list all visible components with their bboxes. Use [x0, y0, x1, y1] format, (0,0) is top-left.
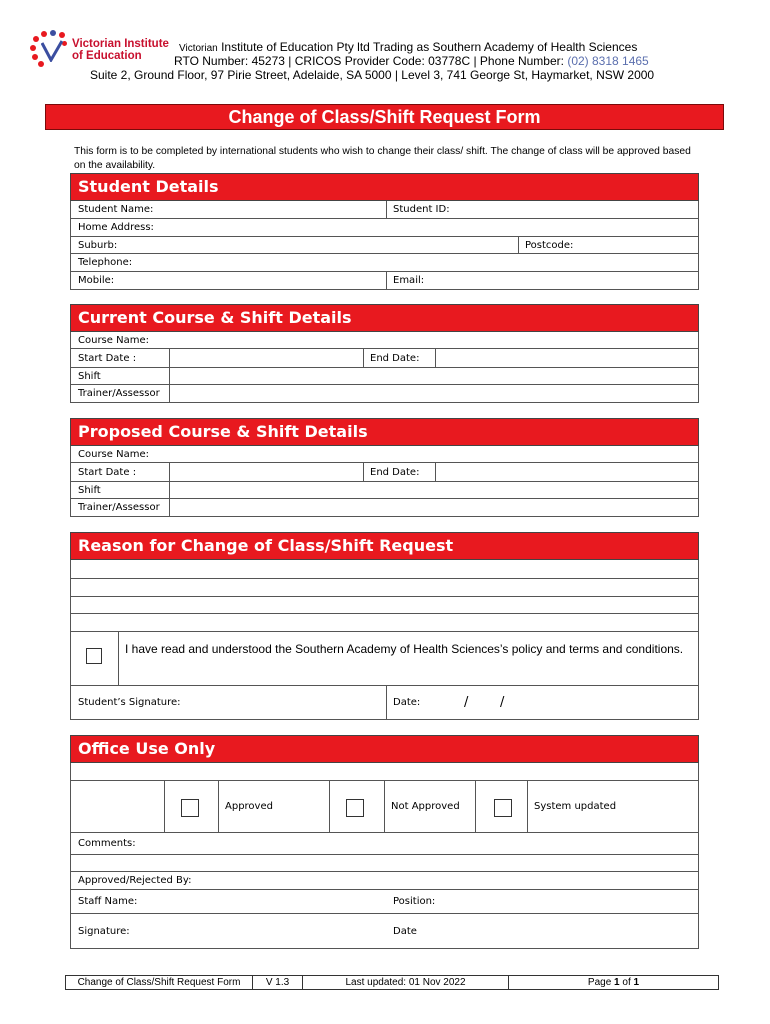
footer-page: [509, 976, 718, 989]
proposed-end-date-input[interactable]: [435, 463, 699, 481]
course-name-label: Course Name:: [78, 448, 149, 460]
institute-logo: [30, 30, 180, 72]
student-id-label: Student ID:: [393, 204, 450, 215]
footer-updated: Last updated: 01 Nov 2022: [303, 976, 509, 989]
logo-dot: [32, 54, 38, 60]
staff-name-field[interactable]: [71, 890, 386, 913]
current-course-name-field[interactable]: [71, 332, 699, 348]
staff-signature-label: Signature:: [78, 925, 130, 937]
shift-label: Shift: [78, 484, 101, 496]
table-row: [71, 686, 698, 720]
comments-line[interactable]: [71, 855, 698, 872]
header-line1: [179, 40, 637, 54]
current-shift-input[interactable]: [169, 368, 699, 384]
proposed-trainer-input[interactable]: [169, 499, 699, 516]
staff-name-label: Staff Name:: [78, 896, 138, 907]
postcode-label: Postcode:: [525, 239, 574, 251]
logo-dot: [59, 32, 65, 38]
table-row: [71, 914, 698, 949]
table-row: [71, 463, 698, 482]
table-row: [71, 272, 698, 290]
end-date-label: End Date:: [370, 466, 420, 478]
position-label: Position:: [393, 896, 436, 907]
suburb-label: Suburb:: [78, 239, 118, 251]
student-date-field[interactable]: [386, 686, 699, 719]
proposed-course-name-field[interactable]: [71, 446, 699, 462]
suburb-field[interactable]: [71, 237, 518, 253]
postcode-field[interactable]: [518, 237, 699, 253]
proposed-shift-input[interactable]: [169, 482, 699, 498]
course-name-label: Course Name:: [78, 334, 149, 346]
table-row: [71, 833, 698, 855]
not-approved-label: Not Approved: [391, 801, 460, 812]
home-address-label: Home Address:: [78, 222, 154, 233]
section-proposed-course: Proposed Course & Shift Details: [70, 418, 699, 446]
table-row: [71, 237, 698, 254]
logo-dot: [30, 45, 36, 51]
proposed-start-date-input[interactable]: [169, 463, 363, 481]
table-row: [71, 890, 698, 914]
declaration-row: [71, 632, 698, 686]
section-student-details: Student Details: [70, 173, 699, 201]
table-row: [71, 201, 698, 219]
date-slash: /: [500, 695, 505, 710]
position-field[interactable]: [386, 890, 699, 913]
page-number: 1: [614, 977, 620, 988]
current-trainer-input[interactable]: [169, 385, 699, 402]
header-line2: [174, 54, 649, 68]
staff-signature-field[interactable]: [71, 914, 386, 948]
shift-label: Shift: [78, 370, 101, 382]
home-address-field[interactable]: [71, 219, 699, 236]
header-line1-prefix: Victorian: [179, 43, 218, 54]
table-row: [71, 872, 698, 890]
email-label: Email:: [393, 275, 425, 286]
student-details-table: [70, 201, 699, 290]
header-phone: (02) 8318 1465: [567, 54, 649, 68]
proposed-course-table: [70, 446, 699, 517]
current-course-table: [70, 332, 699, 403]
student-signature-label: Student’s Signature:: [78, 697, 181, 708]
system-updated-checkbox[interactable]: [494, 799, 512, 817]
logo-v-mark: [41, 40, 63, 62]
table-row: [71, 349, 698, 368]
current-start-date-input[interactable]: [169, 349, 363, 367]
office-status-row: [71, 781, 698, 833]
table-row: [71, 446, 698, 463]
declaration-checkbox[interactable]: [86, 648, 102, 664]
footer-form-name: Change of Class/Shift Request Form: [66, 976, 253, 989]
reason-line[interactable]: [71, 560, 698, 579]
student-signature-field[interactable]: [71, 686, 386, 719]
header-line1-rest: Institute of Education Pty ltd Trading as Southern Academy of Health Sciences: [221, 40, 638, 54]
student-id-field[interactable]: [386, 201, 699, 218]
table-row: [71, 482, 698, 499]
comments-field[interactable]: [71, 833, 699, 854]
end-date-label: End Date:: [370, 352, 420, 364]
not-approved-checkbox[interactable]: [346, 799, 364, 817]
date-label: Date:: [393, 697, 421, 708]
email-field[interactable]: [386, 272, 699, 289]
footer-version: V 1.3: [253, 976, 303, 989]
staff-date-label: Date: [393, 925, 417, 937]
approved-label: Approved: [225, 801, 273, 812]
student-name-label: Student Name:: [78, 204, 154, 215]
student-name-field[interactable]: [71, 201, 386, 218]
logo-text-line1: Victorian Institute: [72, 38, 169, 50]
table-row: [71, 254, 698, 272]
office-table: [70, 763, 699, 949]
trainer-label: Trainer/Assessor: [78, 388, 160, 399]
date-slash: /: [464, 695, 469, 710]
intro-text: This form is to be completed by international students who wish to change their class/ shift. The change of class will be approved based on the availability.: [74, 146, 691, 171]
table-row: [71, 219, 698, 237]
page-of: of: [622, 977, 631, 988]
table-row: [71, 385, 698, 403]
reason-line[interactable]: [71, 614, 698, 632]
logo-dot: [33, 36, 39, 42]
logo-dot: [50, 30, 56, 36]
declaration-text: I have read and understood the Southern Academy of Health Sciences’s policy and terms and conditions.: [125, 642, 684, 656]
reason-table: [70, 560, 699, 720]
reason-line[interactable]: [71, 597, 698, 614]
staff-date-field[interactable]: [386, 914, 699, 948]
start-date-label: Start Date :: [78, 466, 137, 478]
table-row: [71, 499, 698, 517]
current-end-date-input[interactable]: [435, 349, 699, 367]
logo-text-line2: of Education: [72, 50, 142, 62]
reason-line[interactable]: [71, 579, 698, 597]
header-rto-cricos: RTO Number: 45273 | CRICOS Provider Code: 03778C | Phone Number:: [174, 54, 564, 68]
start-date-label: Start Date :: [78, 352, 137, 364]
section-current-course: Current Course & Shift Details: [70, 304, 699, 332]
telephone-field[interactable]: [71, 254, 699, 271]
section-office-use: Office Use Only: [70, 735, 699, 763]
logo-dot: [41, 31, 47, 37]
table-row: [71, 332, 698, 349]
approved-checkbox[interactable]: [181, 799, 199, 817]
page-prefix: Page: [587, 977, 612, 988]
header-address: Suite 2, Ground Floor, 97 Pirie Street, Adelaide, SA 5000 | Level 3, 741 George St, Haymarket, NSW 2000: [90, 68, 655, 82]
mobile-field[interactable]: [71, 272, 386, 289]
footer: [65, 975, 719, 990]
section-reason: Reason for Change of Class/Shift Request: [70, 532, 699, 560]
table-row: [71, 763, 698, 781]
system-updated-label: System updated: [534, 801, 617, 812]
page-total: 1: [633, 977, 640, 988]
mobile-label: Mobile:: [78, 275, 115, 286]
form-title: Change of Class/Shift Request Form: [45, 104, 724, 130]
telephone-label: Telephone:: [78, 257, 133, 268]
table-row: [71, 368, 698, 385]
trainer-label: Trainer/Assessor: [78, 502, 160, 513]
comments-label: Comments:: [78, 838, 136, 849]
approved-by-label: Approved/Rejected By:: [78, 875, 192, 886]
